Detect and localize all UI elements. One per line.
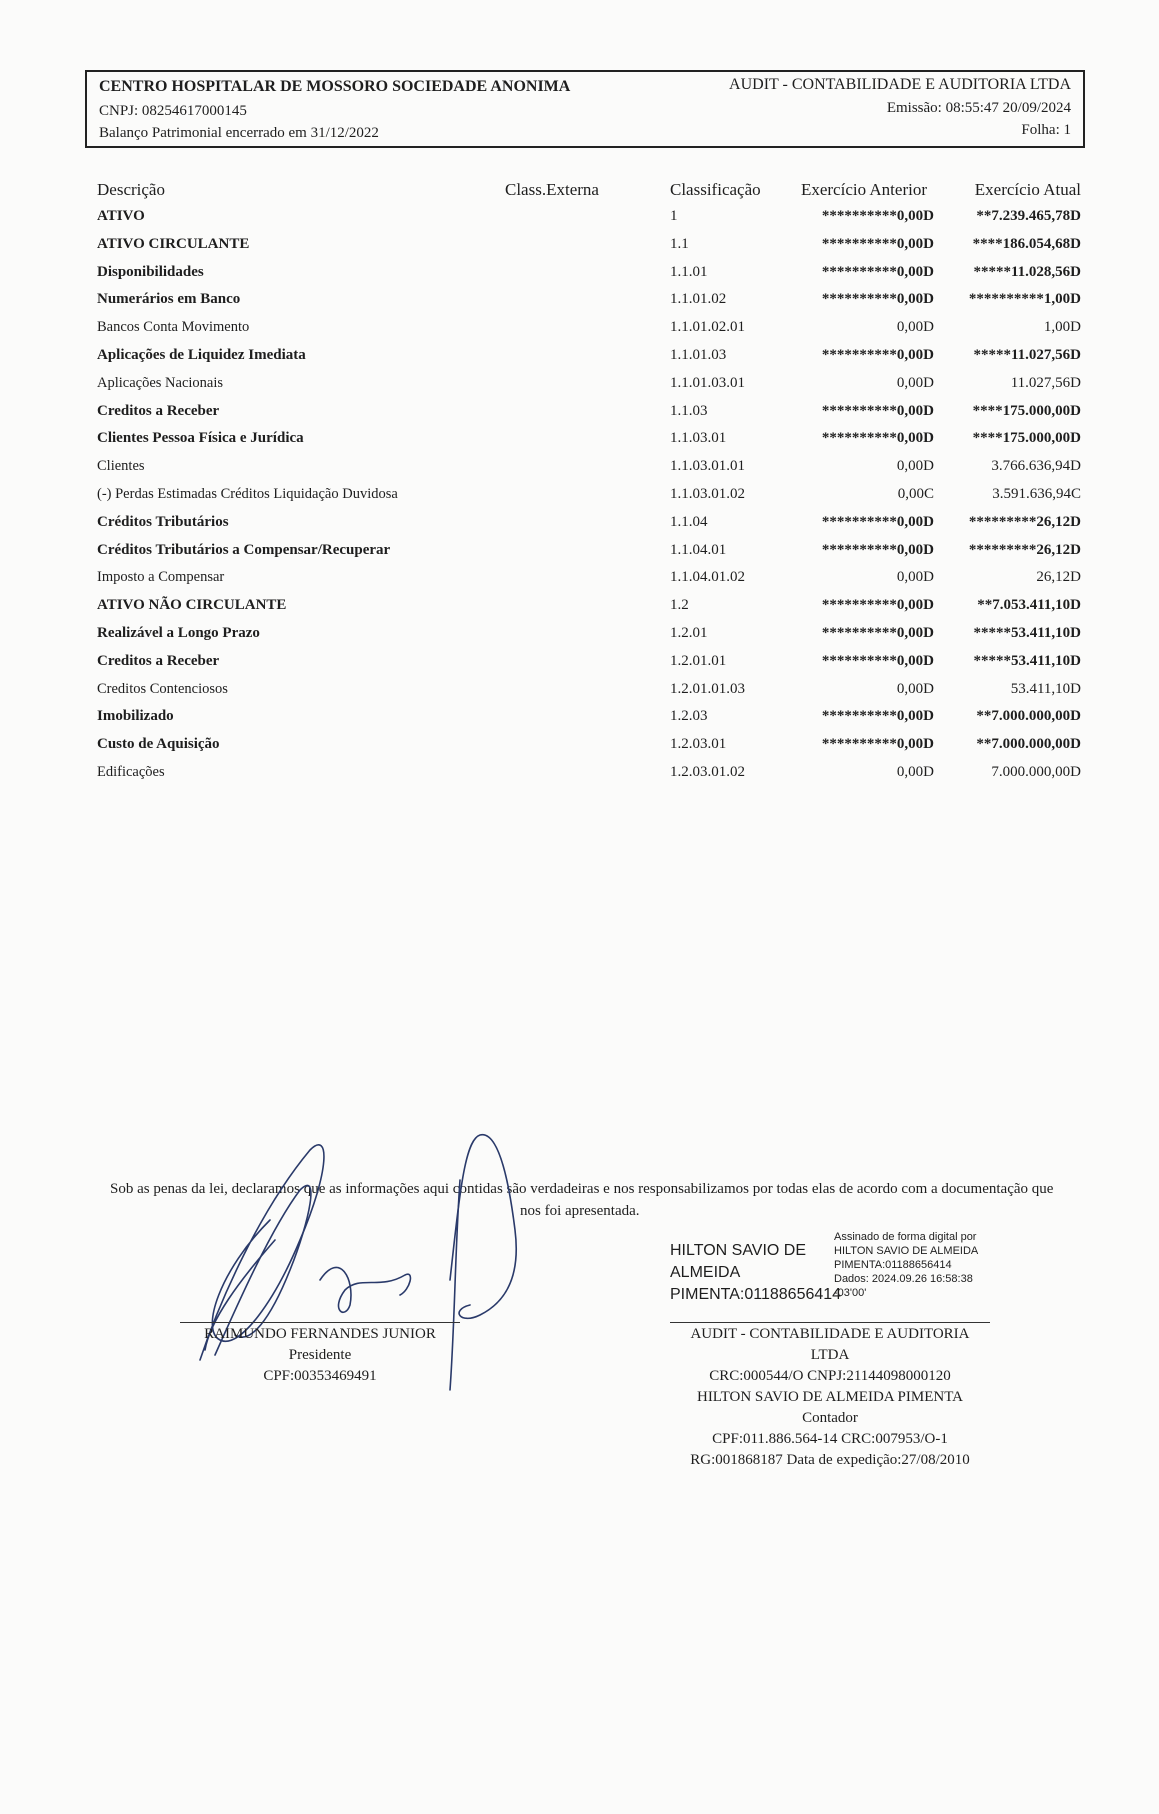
accountant-rg: RG:001868187 Data de expedição:27/08/2010 [690,1452,970,1468]
table-row [0,430,1159,458]
accountant-crc-cnpj: CRC:000544/O CNPJ:21144098000120 [709,1368,951,1384]
digital-signature-info [834,1230,978,1300]
table-row [0,597,1159,625]
row-exercicio-anterior: **********0,00D [821,347,934,363]
row-description: Créditos Tributários [97,513,229,530]
table-row [0,375,1159,403]
row-exercicio-atual: **7.053.411,10D [977,597,1081,614]
row-description: ATIVO CIRCULANTE [97,235,250,252]
row-classification: 1.1.03.01 [670,430,727,447]
row-description: Numerários em Banco [97,291,241,308]
row-exercicio-anterior: **********0,00D [821,235,934,252]
row-description: Clientes Pessoa Física e Jurídica [97,430,304,447]
row-exercicio-atual: *****53.411,10D [973,625,1081,641]
row-exercicio-anterior: **********0,00D [821,597,934,614]
table-row [0,208,1159,236]
digital-info-line-2: HILTON SAVIO DE ALMEIDA [834,1245,979,1257]
row-description: Imposto a Compensar [97,569,225,586]
row-exercicio-anterior: **********0,00D [821,208,934,224]
row-exercicio-anterior: **********0,00D [821,625,934,641]
table-row [0,347,1159,375]
digital-info-line-4: Dados: 2024.09.26 16:58:38 [834,1273,973,1285]
row-exercicio-anterior: **********0,00D [821,652,934,669]
row-exercicio-atual: *****11.027,56D [973,347,1081,363]
row-exercicio-anterior: **********0,00D [821,736,934,753]
row-classification: 1.2.03.01 [670,736,727,753]
row-exercicio-anterior: 0,00C [897,486,934,502]
row-exercicio-atual: ****175.000,00D [972,402,1081,419]
company-name: CENTRO HOSPITALAR DE MOSSORO SOCIEDADE ANONIMA [99,78,571,95]
row-exercicio-atual: *****53.411,10D [973,652,1081,669]
row-description: Creditos Contenciosos [97,680,228,697]
column-header-descricao: Descrição [97,180,165,199]
row-exercicio-atual: 3.591.636,94C [992,486,1081,502]
row-classification: 1.2.01.01 [670,652,727,669]
digital-signature-name [670,1240,841,1306]
declaration-line-1: Sob as penas da lei, declaramos que as informações aqui contidas são verdadeiras e nos responsabilizamos por todas elas de acordo com a documentação que [110,1181,1054,1197]
row-exercicio-atual: **7.000.000,00D [976,708,1081,725]
table-row [0,403,1159,431]
row-classification: 1.2.03 [670,708,708,725]
signature-line-right [670,1322,990,1323]
row-description: Aplicações de Liquidez Imediata [97,347,306,363]
table-row [0,542,1159,570]
digital-name-line-1: HILTON SAVIO DE [670,1242,807,1259]
row-description: Clientes [97,458,145,475]
row-description: Créditos Tributários a Compensar/Recuperar [97,541,391,558]
table-row [0,736,1159,764]
table-row [0,653,1159,681]
table-row [0,764,1159,792]
row-description: Bancos Conta Movimento [97,319,250,336]
row-exercicio-atual: *****11.028,56D [973,263,1081,280]
signature-block-accountant [670,1324,990,1471]
row-classification: 1.1 [670,235,689,252]
row-description: ATIVO NÃO CIRCULANTE [97,597,287,614]
row-classification: 1.1.03.01.02 [670,486,745,502]
row-classification: 1.2.03.01.02 [670,764,745,780]
digital-info-line-5: -03'00' [834,1287,867,1299]
row-classification: 1 [670,208,678,224]
row-exercicio-anterior: 0,00D [896,764,934,780]
digital-info-line-1: Assinado de forma digital por [834,1231,977,1243]
row-exercicio-atual: **7.000.000,00D [976,736,1081,753]
row-classification: 1.1.01.02 [670,291,727,308]
emission-timestamp: Emissão: 08:55:47 20/09/2024 [886,100,1071,116]
row-exercicio-atual: 1,00D [1043,319,1081,336]
row-exercicio-anterior: **********0,00D [821,430,934,447]
row-exercicio-atual: ****175.000,00D [972,430,1081,447]
signer-name: RAIMUNDO FERNANDES JUNIOR [204,1326,436,1342]
row-exercicio-anterior: 0,00D [896,374,934,391]
row-exercicio-atual: 7.000.000,00D [991,764,1081,780]
digital-name-line-3: PIMENTA:01188656414 [670,1286,842,1303]
row-exercicio-anterior: **********0,00D [821,291,934,308]
row-exercicio-anterior: **********0,00D [821,263,934,280]
report-header [85,70,1085,148]
table-row [0,458,1159,486]
column-header-class-externa: Class.Externa [505,180,599,199]
row-classification: 1.1.01.03.01 [670,374,745,391]
page-number: Folha: 1 [1021,122,1071,138]
row-classification: 1.1.04.01.02 [670,569,745,586]
row-exercicio-atual: 26,12D [1036,569,1081,586]
report-subtitle: Balanço Patrimonial encerrado em 31/12/2022 [99,125,379,141]
row-classification: 1.1.04.01 [670,541,727,558]
row-classification: 1.1.03.01.01 [670,458,745,475]
table-row [0,319,1159,347]
row-exercicio-atual: **********1,00D [968,291,1081,308]
signature-block-president [180,1324,460,1387]
table-row [0,625,1159,653]
row-exercicio-anterior: **********0,00D [821,541,934,558]
table-row [0,236,1159,264]
row-description: Disponibilidades [97,263,204,280]
company-cnpj: CNPJ: 08254617000145 [99,103,247,119]
row-classification: 1.1.01.03 [670,347,727,363]
accountant-name: HILTON SAVIO DE ALMEIDA PIMENTA [696,1389,964,1405]
digital-info-line-3: PIMENTA:01188656414 [834,1259,952,1271]
table-row [0,681,1159,709]
row-exercicio-atual: *********26,12D [968,541,1081,558]
column-header-classificacao: Classificação [670,180,761,199]
row-classification: 1.1.01 [670,263,708,280]
table-row [0,514,1159,542]
row-exercicio-atual: 53.411,10D [1010,680,1081,697]
table-row [0,291,1159,319]
row-exercicio-anterior: **********0,00D [821,513,934,530]
row-exercicio-atual: ****186.054,68D [972,235,1081,252]
row-description: Realizável a Longo Prazo [97,625,260,641]
table-row [0,264,1159,292]
row-classification: 1.2.01.01.03 [670,680,745,697]
column-header-exercicio-anterior: Exercício Anterior [800,180,927,199]
row-description: Edificações [97,764,165,780]
table-row [0,486,1159,514]
digital-name-line-2: ALMEIDA [670,1264,741,1281]
signer-cpf: CPF:00353469491 [263,1368,377,1384]
audit-company: AUDIT - CONTABILIDADE E AUDITORIA LTDA [729,76,1071,93]
row-description: Creditos a Receber [97,402,220,419]
row-exercicio-anterior: **********0,00D [821,708,934,725]
row-description: (-) Perdas Estimadas Créditos Liquidação Duvidosa [97,486,398,502]
declaration-line-2: nos foi apresentada. [520,1203,640,1219]
row-classification: 1.1.03 [670,402,708,419]
row-classification: 1.1.04 [670,513,708,530]
signature-line-left [180,1322,460,1323]
row-exercicio-anterior: **********0,00D [821,402,934,419]
accountant-cpf-crc: CPF:011.886.564-14 CRC:007953/O-1 [712,1431,948,1447]
table-row [0,569,1159,597]
row-classification: 1.2.01 [670,625,708,641]
row-exercicio-anterior: 0,00D [896,458,934,475]
row-description: Imobilizado [97,708,174,725]
row-exercicio-anterior: 0,00D [896,569,934,586]
accountant-company: AUDIT - CONTABILIDADE E AUDITORIA LTDA [690,1326,970,1363]
row-exercicio-atual: *********26,12D [968,513,1081,530]
row-exercicio-anterior: 0,00D [896,680,934,697]
row-classification: 1.2 [670,597,689,614]
row-exercicio-atual: 11.027,56D [1010,374,1081,391]
row-exercicio-atual: 3.766.636,94D [991,458,1081,475]
row-description: ATIVO [97,208,145,224]
row-description: Custo de Aquisição [97,736,220,753]
signer-role: Presidente [288,1347,352,1363]
row-description: Creditos a Receber [97,652,220,669]
row-description: Aplicações Nacionais [97,374,224,391]
row-classification: 1.1.01.02.01 [670,319,745,336]
accountant-role: Contador [802,1410,858,1426]
table-row [0,708,1159,736]
column-header-exercicio-atual: Exercício Atual [974,180,1081,199]
row-exercicio-anterior: 0,00D [896,319,934,336]
row-exercicio-atual: **7.239.465,78D [976,208,1081,224]
